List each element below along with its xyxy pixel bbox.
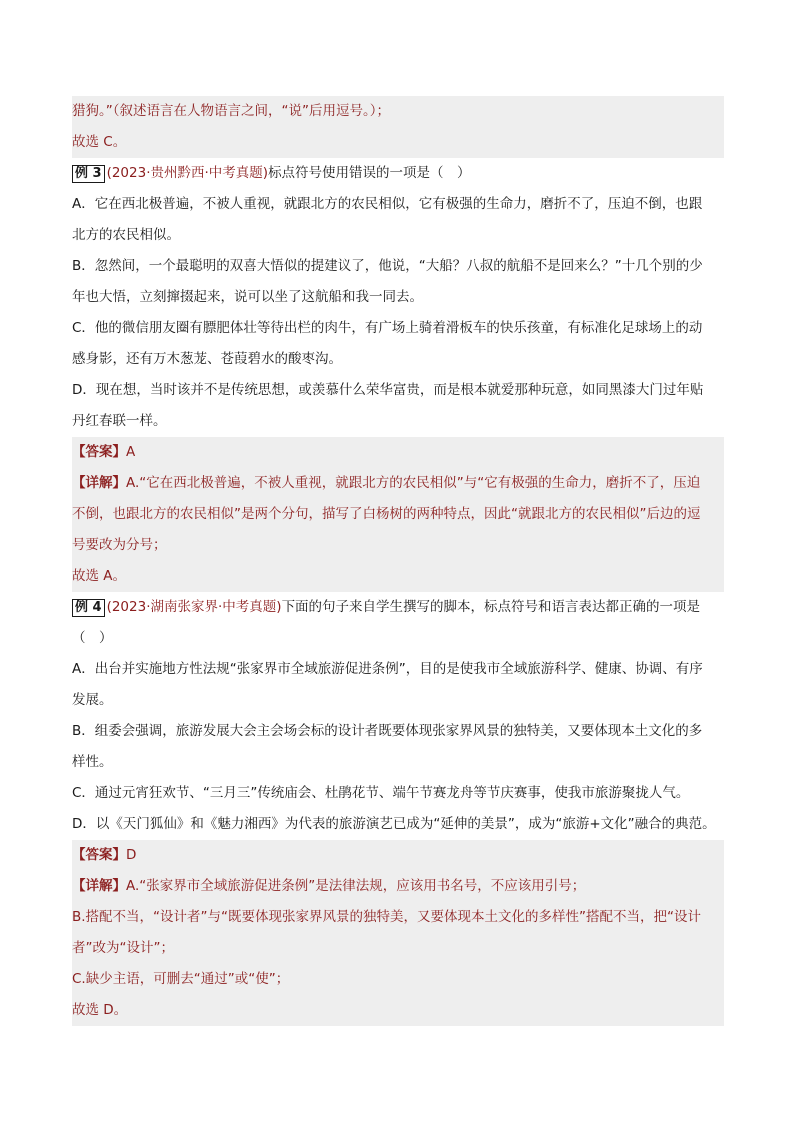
ex3-detail-line-1 xyxy=(72,468,724,499)
example-3-source: (2023·贵州黔西·中考真题) xyxy=(106,165,269,181)
ex3-detail-line-2: 不倒，也跟北方的农民相似”是两个分句，描写了白杨树的两种特点，因此“就跟北方的农民相似”后边的逗 xyxy=(72,506,701,522)
ex4-detail-line-1 xyxy=(72,871,724,902)
previous-answer-tail xyxy=(72,96,724,158)
ex3-option-c-line-2: 感身影，还有万木葱茏、苍葭碧水的酸枣沟。 xyxy=(72,351,342,367)
ex3-answer-label: 【答案】 xyxy=(72,444,126,460)
ex3-option-b-line-2: 年也大悟，立刻撺掇起来，说可以坐了这航船和我一同去。 xyxy=(72,289,423,305)
ex3-option-d-line-1: D．现在想，当时该并不是传统思想，或羡慕什么荣华富贵，而是根本就爱那种玩意，如同黑漆大门过年贴 xyxy=(72,382,704,398)
example-4-source: (2023·湖南张家界·中考真题) xyxy=(106,599,282,615)
ex4-detail-line-4: C.缺少主语，可删去“通过”或“使”； xyxy=(72,971,290,987)
ex3-option-d-line-2: 丹红春联一样。 xyxy=(72,413,167,429)
ex3-detail-line-4: 故选 A。 xyxy=(72,568,127,584)
example-4-solution xyxy=(72,840,724,1026)
ex4-answer-label: 【答案】 xyxy=(72,847,126,863)
ex3-option-c-line-1: C．他的微信朋友圈有膘肥体壮等待出栏的肉牛，有广场上骑着滑板车的快乐孩童，有标准化足球场上的动 xyxy=(72,320,703,336)
ex3-option-a-line-1: A．它在西北极普遍，不被人重视，就跟北方的农民相似，它有极强的生命力，磨折不了，压迫不倒，也跟 xyxy=(72,196,703,212)
ex4-option-c-line-1: C．通过元宵狂欢节、“三月三”传统庙会、杜鹃花节、端午节赛龙舟等节庆赛事，使我市旅游聚拢人气。 xyxy=(72,785,690,801)
ex4-detail-line-2: B.搭配不当，“设计者”与“既要体现张家界风景的独特美，又要体现本土文化的多样性”搭配不当，把“设计 xyxy=(72,909,702,925)
ex4-option-b-line-1: B．组委会强调，旅游发展大会主会场会标的设计者既要体现张家界风景的独特美，又要体现本土文化的多 xyxy=(72,723,703,739)
tail-line-2: 故选 C。 xyxy=(72,134,127,150)
ex3-option-b-line-1: B．忽然间，一个最聪明的双喜大悟似的提建议了，他说，“大船？八叔的航船不是回来么？”十几个别的少 xyxy=(72,258,703,274)
document-page xyxy=(72,96,724,1026)
example-4-question-line-2: （ ） xyxy=(72,630,113,646)
ex4-option-a-line-1: A．出台并实施地方性法规“张家界市全域旅游促进条例”，目的是使我市全域旅游科学、健康、协调、有序 xyxy=(72,661,703,677)
example-3-question: 标点符号使用错误的一项是（ ） xyxy=(268,165,471,181)
example-3-tag: 例 3 xyxy=(72,165,105,183)
example-3 xyxy=(72,158,724,592)
ex4-detail-line-5: 故选 D。 xyxy=(72,1002,128,1018)
example-3-solution xyxy=(72,437,724,592)
ex4-detail-text-1: A.“张家界市全域旅游促进条例”是法律法规，应该用书名号，不应该用引号； xyxy=(126,878,586,894)
example-4-tag: 例 4 xyxy=(72,599,105,617)
ex4-detail-label: 【详解】 xyxy=(72,878,126,894)
ex3-answer-line xyxy=(72,437,724,468)
example-3-header xyxy=(72,158,724,189)
example-4-question: 下面的句子来自学生撰写的脚本，标点符号和语言表达都正确的一项是 xyxy=(281,599,701,615)
ex4-detail-line-3: 者”改为“设计”； xyxy=(72,940,174,956)
ex3-detail-text-1: A.“它在西北极普遍，不被人重视，就跟北方的农民相似”与“它有极强的生命力，磨折不了，压迫 xyxy=(126,475,701,491)
ex4-option-b-line-2: 样性。 xyxy=(72,754,113,770)
ex3-detail-label: 【详解】 xyxy=(72,475,126,491)
ex4-answer-value: D xyxy=(126,847,137,863)
ex4-option-a-line-2: 发展。 xyxy=(72,692,113,708)
ex4-option-d-line-1: D．以《天门狐仙》和《魅力湘西》为代表的旅游演艺已成为“延伸的美景”，成为“旅游+文化”融合的典范。 xyxy=(72,816,716,832)
ex3-answer-value: A xyxy=(126,444,136,460)
ex3-detail-line-3: 号要改为分号； xyxy=(72,537,167,553)
ex3-option-a-line-2: 北方的农民相似。 xyxy=(72,227,180,243)
tail-line-1: 猎狗。”（叙述语言在人物语言之间，“说”后用逗号。）； xyxy=(72,103,390,119)
example-4-header xyxy=(72,592,724,623)
example-4 xyxy=(72,592,724,1026)
ex4-answer-line xyxy=(72,840,724,871)
